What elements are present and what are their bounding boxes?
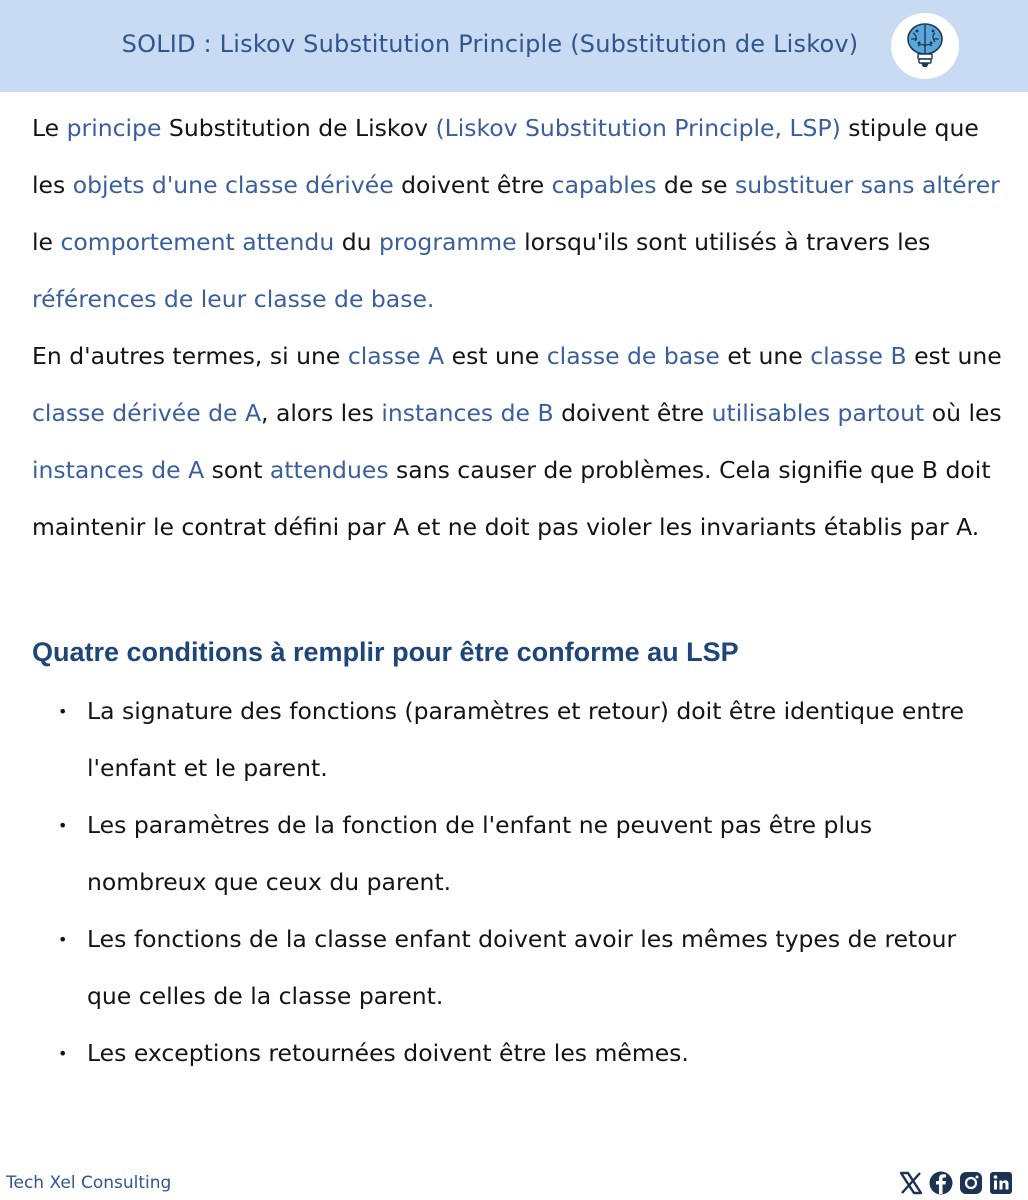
brain-lightbulb-icon: [905, 21, 945, 71]
intro-paragraph: [32, 100, 1002, 328]
highlighted-term: principe: [66, 114, 162, 142]
highlighted-term: programme: [378, 228, 517, 256]
paragraph-text: doivent être: [553, 399, 712, 427]
highlighted-term: utilisables partout: [711, 399, 925, 427]
paragraph-text: sont: [204, 456, 270, 484]
paragraph-text: sans causer de problèmes. Cela signifie que B doit maintenir le contrat défini par A et ne doit pas violer les invariants établis par A.: [32, 456, 991, 541]
linkedin-icon[interactable]: [988, 1170, 1014, 1196]
highlighted-term: capables: [551, 171, 657, 199]
highlighted-term: classe de base: [546, 342, 720, 370]
bullet-icon: •: [58, 816, 68, 835]
highlighted-term: (Liskov Substitution Principle, LSP): [435, 114, 841, 142]
list-item: • Les fonctions de la classe enfant doivent avoir les mêmes types de retour que celles de la classe parent.: [32, 911, 992, 1025]
paragraph-text: le: [32, 228, 61, 256]
intro-section: [32, 100, 1002, 556]
highlighted-term: comportement attendu: [60, 228, 335, 256]
paragraph-text: où les: [924, 399, 1002, 427]
highlighted-term: instances de A: [32, 456, 205, 484]
x-icon[interactable]: [898, 1170, 924, 1196]
paragraph-text: , alors les: [261, 399, 382, 427]
paragraph-text: doivent être: [393, 171, 552, 199]
list-item: • Les exceptions retournées doivent être les mêmes.: [32, 1025, 992, 1082]
company-name: Tech Xel Consulting: [6, 1173, 172, 1193]
paragraph-text: du: [334, 228, 379, 256]
highlighted-term: classe dérivée de A: [32, 399, 262, 427]
header-banner: [0, 0, 1028, 92]
bullet-icon: •: [58, 702, 68, 721]
highlighted-term: instances de B: [381, 399, 554, 427]
paragraph-text: Le: [32, 114, 67, 142]
highlighted-term: objets d'une classe dérivée: [72, 171, 394, 199]
paragraph-text: et une: [719, 342, 811, 370]
instagram-icon[interactable]: [958, 1170, 984, 1196]
highlighted-term: classe A: [347, 342, 445, 370]
conditions-list: [32, 683, 992, 1082]
bullet-icon: •: [58, 930, 68, 949]
list-item: • Les paramètres de la fonction de l'enfant ne peuvent pas être plus nombreux que ceux du parent.: [32, 797, 992, 911]
paragraph-text: stipule que les: [32, 114, 979, 199]
bullet-icon: •: [58, 1044, 68, 1063]
highlighted-term: classe B: [810, 342, 907, 370]
paragraph-text: En d'autres termes, si une: [32, 342, 348, 370]
highlighted-term: références de leur classe de base.: [32, 285, 435, 313]
highlighted-term: substituer sans altérer: [734, 171, 1000, 199]
paragraph-text: est une: [906, 342, 1002, 370]
facebook-icon[interactable]: [928, 1170, 954, 1196]
explanation-paragraph: [32, 328, 1002, 556]
page-title: SOLID : Liskov Substitution Principle (Substitution de Liskov): [121, 30, 859, 58]
paragraph-text: est une: [444, 342, 547, 370]
list-item: • La signature des fonctions (paramètres et retour) doit être identique entre l'enfant et le parent.: [32, 683, 992, 797]
highlighted-term: attendues: [269, 456, 389, 484]
logo: [891, 13, 959, 79]
conditions-heading: Quatre conditions à remplir pour être conforme au LSP: [32, 637, 739, 667]
paragraph-text: de se: [656, 171, 735, 199]
paragraph-text: Substitution de Liskov: [161, 114, 436, 142]
paragraph-text: lorsqu'ils sont utilisés à travers les: [516, 228, 931, 256]
